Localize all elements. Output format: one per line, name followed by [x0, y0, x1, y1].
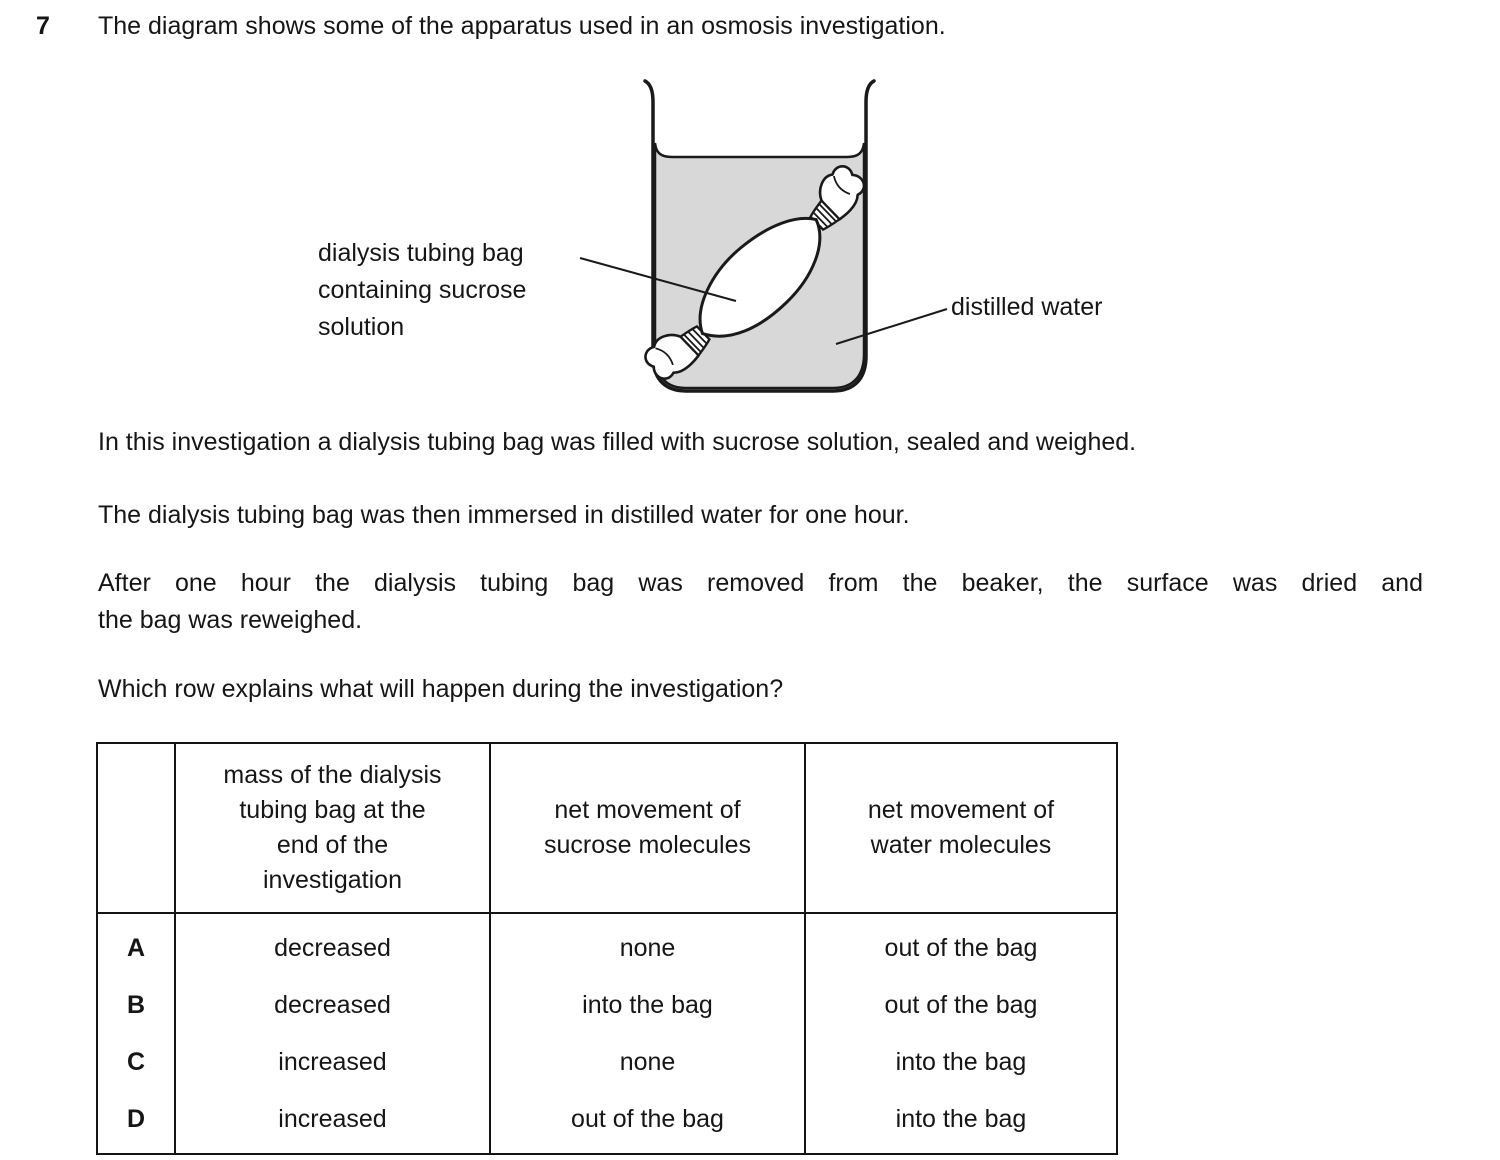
header-water-line: water molecules [870, 831, 1052, 859]
header-mass-cell [175, 743, 490, 913]
header-water-cell [805, 743, 1117, 913]
bag-label-line-2: containing sucrose [318, 276, 527, 304]
question-stem: Which row explains what will happen during the investigation? [98, 675, 784, 703]
mass-value-c: increased [278, 1048, 387, 1076]
water-label: distilled water [951, 293, 1103, 321]
mass-value-a: decreased [274, 934, 391, 962]
table-header-row [97, 743, 1117, 913]
water-value-c: into the bag [895, 1048, 1027, 1076]
paragraph-reweighed-line-2: the bag was reweighed. [98, 606, 363, 634]
option-letter-c: C [126, 1048, 146, 1076]
paragraph-filled-weighed: In this investigation a dialysis tubing bag was filled with sucrose solution, sealed and weighed. [98, 428, 1137, 456]
header-blank-cell [97, 743, 175, 913]
question-intro: The diagram shows some of the apparatus used in an osmosis investigation. [98, 12, 946, 40]
sucrose-values-cell [490, 913, 805, 1154]
header-sucrose-line: sucrose molecules [543, 831, 752, 859]
sucrose-value-d: out of the bag [571, 1105, 724, 1133]
bag-label-line-3: solution [318, 313, 405, 341]
bag-label-line-1: dialysis tubing bag [318, 239, 524, 267]
osmosis-apparatus-diagram [555, 70, 975, 410]
header-mass-line: investigation [263, 866, 402, 894]
water-values-cell [805, 913, 1117, 1154]
header-mass-line: tubing bag at the [239, 796, 426, 824]
paragraph-immersed: The dialysis tubing bag was then immersed in distilled water for one hour. [98, 501, 910, 529]
paragraph-reweighed [98, 565, 1423, 639]
header-mass-line: end of the [276, 831, 389, 859]
option-letter-a: A [126, 934, 146, 962]
sucrose-value-c: none [619, 1048, 676, 1076]
sucrose-value-a: none [619, 934, 676, 962]
mass-value-d: increased [278, 1105, 387, 1133]
paragraph-reweighed-line-1: After one hour the dialysis tubing bag was removed from the beaker, the surface was dried and [98, 569, 1423, 597]
header-mass-line: mass of the dialysis [223, 761, 442, 789]
header-water-line: net movement of [867, 796, 1055, 824]
option-letter-d: D [126, 1105, 146, 1133]
answer-table [96, 742, 1118, 1155]
water-value-b: out of the bag [884, 991, 1038, 1019]
option-letters-cell [97, 913, 175, 1154]
mass-values-cell [175, 913, 490, 1154]
sucrose-value-b: into the bag [582, 991, 713, 1019]
header-sucrose-line: net movement of [554, 796, 741, 824]
option-letter-b: B [126, 991, 146, 1019]
mass-value-b: decreased [274, 991, 391, 1019]
bag-label [318, 235, 526, 346]
water-value-d: into the bag [895, 1105, 1027, 1133]
table-body-row [97, 913, 1117, 1154]
question-number: 7 [36, 12, 50, 40]
header-sucrose-cell [490, 743, 805, 913]
water-value-a: out of the bag [884, 934, 1038, 962]
